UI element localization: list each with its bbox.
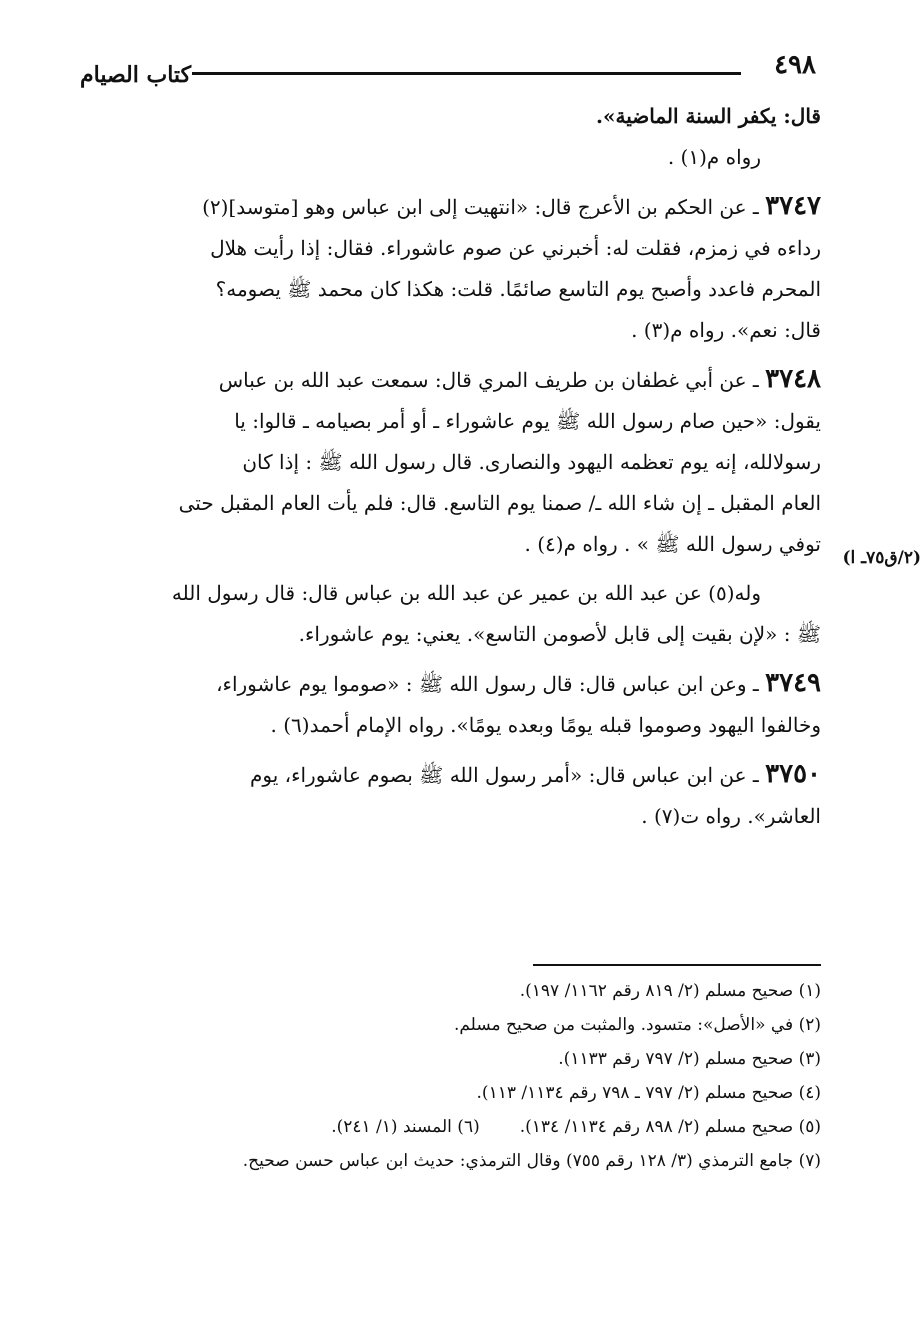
paragraph-continuation <box>80 96 821 178</box>
text-line: ﷺ : «لإن بقيت إلى قابل لأصومن التاسع». يعني: يوم عاشوراء. <box>298 622 821 646</box>
footnote-4: (٤) صحيح مسلم (٢/ ٧٩٧ ـ ٧٩٨ رقم ١١٣٤/ ١١٣). <box>476 1083 821 1103</box>
footnote-2: (٢) في «الأصل»: متسود. والمثبت من صحيح مسلم. <box>453 1015 821 1035</box>
text-line <box>80 359 821 401</box>
text-fragment: ـ عن ابن عباس قال: «أمر رسول الله ﷺ بصوم عاشوراء، يوم <box>250 763 759 787</box>
text-fragment: ـ وعن ابن عباس قال: قال رسول الله ﷺ : «صوموا يوم عاشوراء، <box>216 672 759 696</box>
text-line <box>80 754 821 796</box>
text-line: العاشر». رواه ت(٧) . <box>641 804 821 828</box>
footnotes <box>80 974 821 1178</box>
text-fragment: ـ عن الحكم بن الأعرج قال: «انتهيت إلى ابن عباس وهو [متوسد](٢) <box>202 195 759 219</box>
text-line: قال: نعم». رواه م(٣) . <box>631 318 821 342</box>
manuscript-margin-note: (٢/ق٧٥ـ ا) <box>842 548 921 568</box>
text-line: رسولالله، إنه يوم تعظمه اليهود والنصارى. قال رسول الله ﷺ : إذا كان <box>242 450 821 474</box>
text-line: وله(٥) عن عبد الله بن عمير عن عبد الله بن عباس قال: قال رسول الله <box>171 581 761 605</box>
hadith-3748 <box>80 359 821 565</box>
text-line: وخالفوا اليهود وصوموا قبله يومًا وبعده يومًا». رواه الإمام أحمد(٦) . <box>270 713 821 737</box>
hadith-3749 <box>80 663 821 746</box>
text-line: توفي رسول الله ﷺ » . رواه م(٤) . <box>524 532 821 556</box>
text-line: المحرم فاعدد وأصبح يوم التاسع صائمًا. قلت: هكذا كان محمد ﷺ يصومه؟ <box>215 277 821 301</box>
hadith-number: ٣٧٤٧ <box>765 191 821 221</box>
hadith-3750 <box>80 754 821 837</box>
text-line: رداءه في زمزم، فقلت له: أخبرني عن صوم عاشوراء. فقال: إذا رأيت هلال <box>210 236 821 260</box>
footnote-6: (٦) المسند (١/ ٢٤١). <box>331 1117 480 1137</box>
text-fragment: ـ عن أبي غطفان بن طريف المري قال: سمعت عبد الله بن عباس <box>218 368 759 392</box>
main-text <box>80 96 821 845</box>
text-line: قال: يكفر السنة الماضية». <box>596 104 821 128</box>
running-title: كتاب الصيام <box>80 62 192 88</box>
text-line <box>80 663 821 705</box>
hadith-3747 <box>80 186 821 351</box>
text-line: العام المقبل ـ إن شاء الله ـ/ صمنا يوم التاسع. قال: فلم يأت العام المقبل حتى <box>178 491 821 515</box>
footnote-row-5-6 <box>80 1110 821 1144</box>
header-rule <box>192 72 741 75</box>
footnote-3: (٣) صحيح مسلم (٢/ ٧٩٧ رقم ١١٣٣). <box>558 1049 821 1069</box>
footnote-5: (٥) صحيح مسلم (٢/ ٨٩٨ رقم ١١٣٤/ ١٣٤). <box>519 1117 821 1137</box>
footnote-7: (٧) جامع الترمذي (٣/ ١٢٨ رقم ٧٥٥) وقال الترمذي: حديث ابن عباس حسن صحيح. <box>242 1151 821 1171</box>
hadith-number: ٣٧٤٨ <box>765 364 821 394</box>
text-line: رواه م(١) . <box>667 145 761 169</box>
hadith-number: ٣٧٤٩ <box>765 668 821 698</box>
hadith-number: ٣٧٥٠ <box>765 759 821 789</box>
text-line <box>80 186 821 228</box>
footnote-1: (١) صحيح مسلم (٢/ ٨١٩ رقم ١١٦٢/ ١٩٧). <box>519 981 821 1001</box>
page-number: ٤٩٨ <box>774 50 816 80</box>
paragraph-wa-lahu <box>80 573 821 655</box>
text-line: يقول: «حين صام رسول الله ﷺ يوم عاشوراء ـ أو أمر بصيامه ـ قالوا: يا <box>234 409 821 433</box>
footnote-rule <box>533 964 821 966</box>
